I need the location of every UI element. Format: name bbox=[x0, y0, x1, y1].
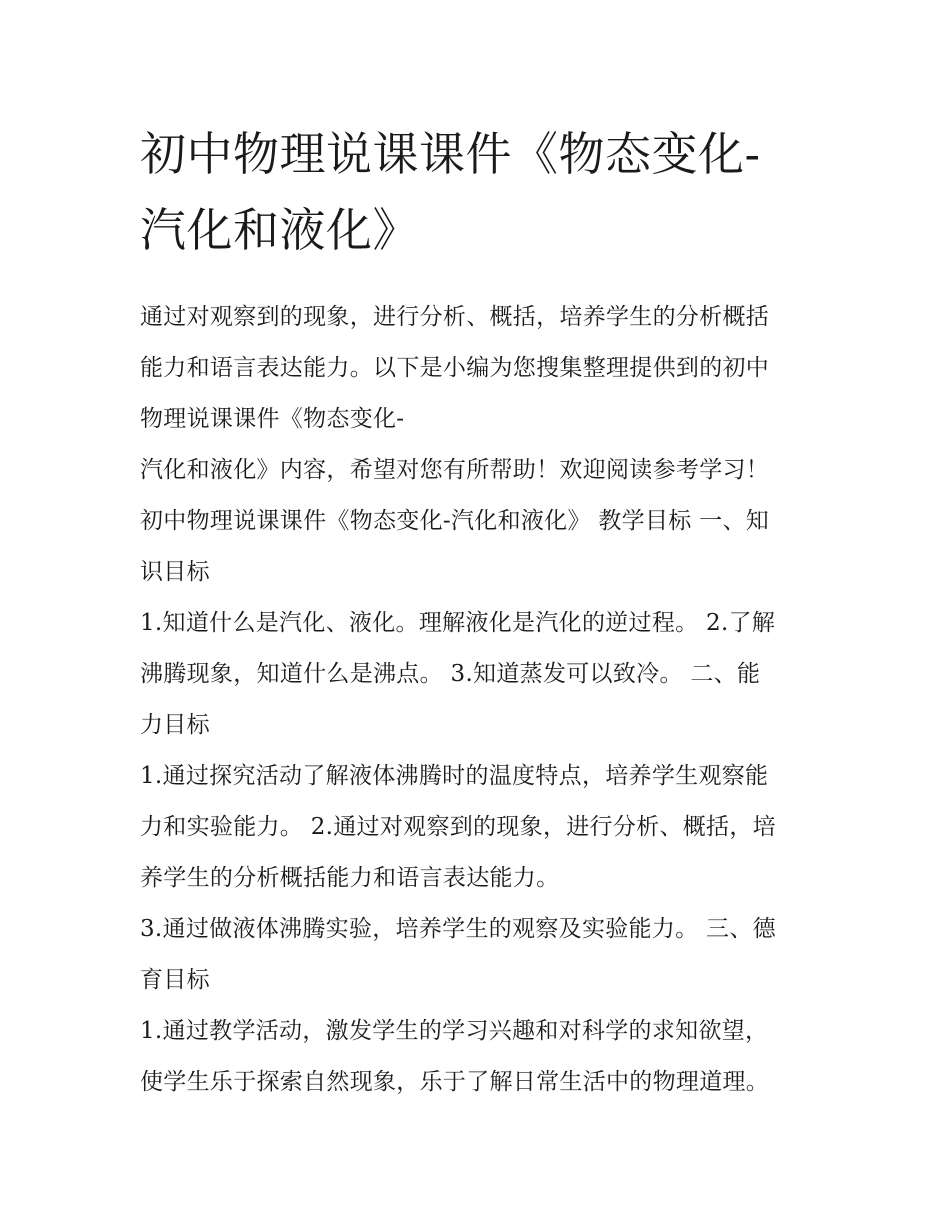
ability-goal-line: 养学生的分析概括能力和语言表达能力。 bbox=[140, 865, 560, 891]
title-line: 初中物理说课课件《物态变化- bbox=[140, 127, 761, 181]
heading-line: 识目标 bbox=[140, 559, 210, 585]
ability-goal-heading: 力目标 bbox=[140, 712, 210, 738]
moral-goal-heading: 育目标 bbox=[140, 967, 210, 993]
ability-goal-line: 3.通过做液体沸腾实验，培养学生的观察及实验能力。 三、德 bbox=[140, 916, 776, 942]
document-page bbox=[140, 0, 820, 1108]
intro-line: 能力和语言表达能力。以下是小编为您搜集整理提供到的初中 bbox=[140, 355, 770, 381]
ability-goal-line: 力和实验能力。 2.通过对观察到的现象，进行分析、概括，培 bbox=[140, 814, 776, 840]
title-line: 汽化和液化》 bbox=[140, 203, 419, 257]
ability-goal-line: 1.通过探究活动了解液体沸腾时的温度特点，培养学生观察能 bbox=[140, 763, 769, 789]
heading-line: 初中物理说课课件《物态变化-汽化和液化》 教学目标 一、知 bbox=[140, 508, 770, 534]
document-body bbox=[140, 292, 820, 1108]
knowledge-goal-line: 沸腾现象，知道什么是沸点。 3.知道蒸发可以致冷。 二、能 bbox=[140, 661, 761, 687]
knowledge-goal-line: 1.知道什么是汽化、液化。理解液化是汽化的逆过程。 2.了解 bbox=[140, 610, 776, 636]
moral-goal-line: 使学生乐于探索自然现象，乐于了解日常生活中的物理道理。 bbox=[140, 1069, 770, 1095]
intro-line: 通过对观察到的现象，进行分析、概括，培养学生的分析概括 bbox=[140, 304, 770, 330]
document-title bbox=[140, 0, 820, 268]
moral-goal-line: 1.通过教学活动，激发学生的学习兴趣和对科学的求知欲望， bbox=[140, 1018, 769, 1044]
intro-line: 汽化和液化》内容，希望对您有所帮助！欢迎阅读参考学习！ bbox=[140, 457, 770, 483]
intro-line: 物理说课课件《物态变化- bbox=[140, 406, 405, 432]
